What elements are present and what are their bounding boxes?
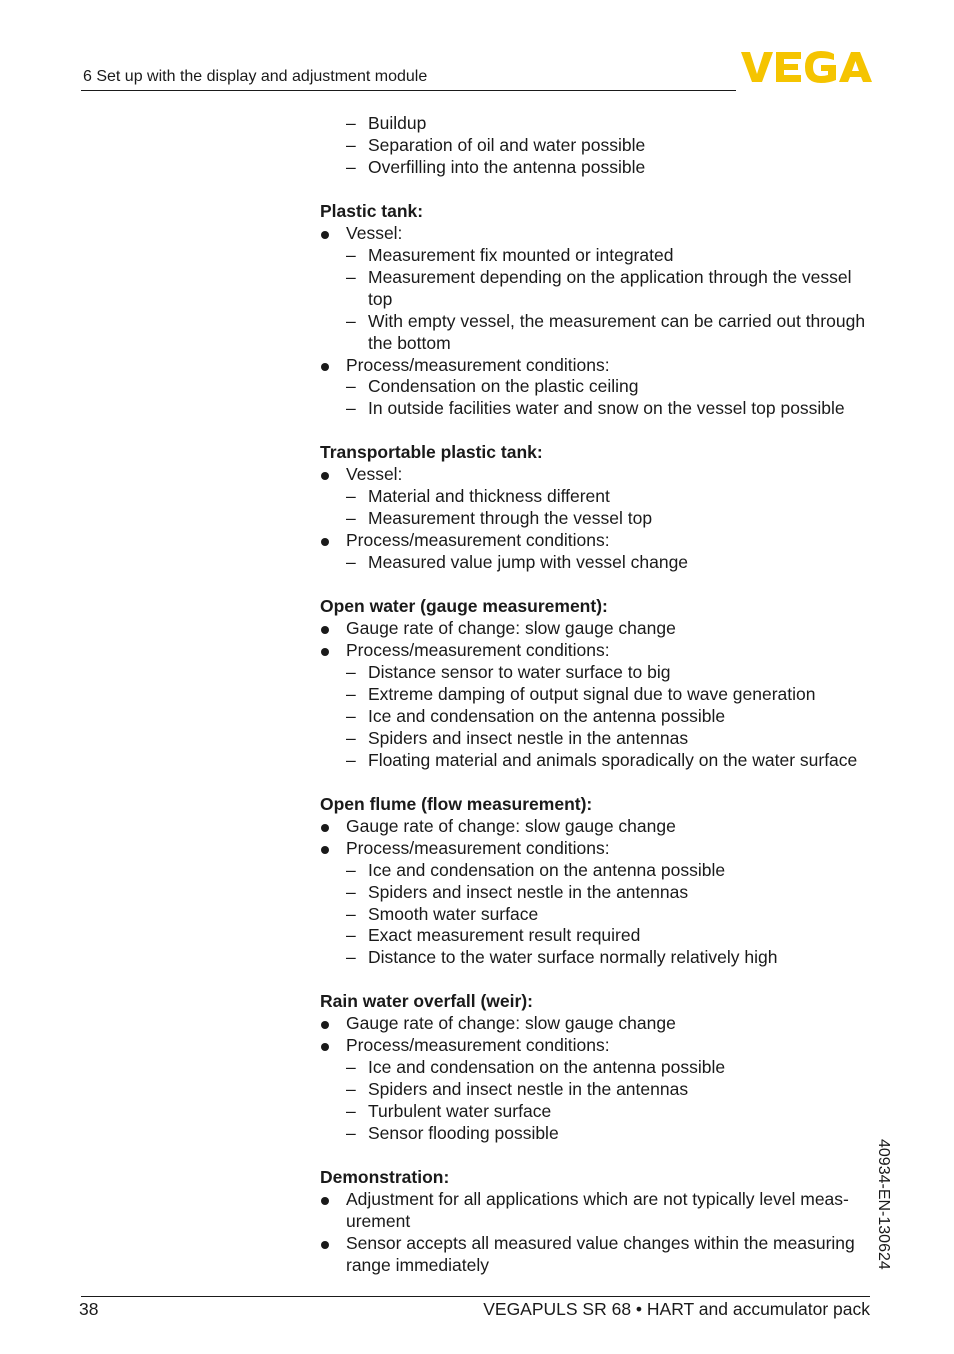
dash-item: – Smooth water surface <box>320 904 880 926</box>
dash-item: – Ice and condensation on the antenna possible <box>320 1057 880 1079</box>
dash-item: – Ice and condensation on the antenna possible <box>320 860 880 882</box>
bullet-item: Gauge rate of change: slow gauge change <box>320 816 880 838</box>
intro-list <box>320 113 880 179</box>
bullet-item: Gauge rate of change: slow gauge change <box>320 618 880 640</box>
dash-item: – With empty vessel, the measurement can be carried out through the bottom <box>320 311 880 355</box>
dash-item: – Measurement depending on the application through the vessel top <box>320 267 880 311</box>
section-heading: Open flume (flow measurement): <box>320 793 593 814</box>
dash-item: – Spiders and insect nestle in the antennas <box>320 1079 880 1101</box>
dash-item: – Spiders and insect nestle in the antennas <box>320 728 880 750</box>
bullet-item: Adjustment for all applications which are not typically level meas-urement <box>320 1189 880 1233</box>
dash-item: – Measurement fix mounted or integrated <box>320 245 880 267</box>
dash-item: – Overfilling into the antenna possible <box>320 157 880 179</box>
page-number: 38 <box>79 1299 99 1319</box>
section-heading: Demonstration: <box>320 1167 450 1188</box>
section <box>320 442 880 574</box>
dash-item: – Ice and condensation on the antenna possible <box>320 706 880 728</box>
bullet-item: Process/measurement conditions: <box>320 838 880 860</box>
section-heading: Open water (gauge measurement): <box>320 596 608 617</box>
dash-item: – Measurement through the vessel top <box>320 508 880 530</box>
bullet-item: Gauge rate of change: slow gauge change <box>320 1013 880 1035</box>
dash-item: – Separation of oil and water possible <box>320 135 880 157</box>
section <box>320 596 880 772</box>
footer-document-title: VEGAPULS SR 68 • HART and accumulator pack <box>483 1299 870 1319</box>
bullet-item: Process/measurement conditions: <box>320 355 880 377</box>
bullet-item: Sensor accepts all measured value changes within the measuring range immediately <box>320 1233 880 1277</box>
dash-item: – Distance sensor to water surface to big <box>320 662 880 684</box>
section-heading: Plastic tank: <box>320 200 424 221</box>
bullet-item: Vessel: <box>320 464 880 486</box>
dash-item: – Sensor flooding possible <box>320 1123 880 1145</box>
section-heading: Rain water overfall (weir): <box>320 991 533 1012</box>
section <box>320 201 880 421</box>
running-header: 6 Set up with the display and adjustment module <box>83 68 428 85</box>
header-divider <box>81 90 736 91</box>
section <box>320 991 880 1145</box>
section <box>320 1167 880 1277</box>
bullet-item: Process/measurement conditions: <box>320 530 880 552</box>
page-content <box>320 113 880 1277</box>
dash-item: – Spiders and insect nestle in the antennas <box>320 882 880 904</box>
dash-item: – Material and thickness different <box>320 486 880 508</box>
bullet-item: Process/measurement conditions: <box>320 640 880 662</box>
dash-item: – Distance to the water surface normally relatively high <box>320 947 880 969</box>
dash-item: – Condensation on the plastic ceiling <box>320 376 880 398</box>
document-code: 40934-EN-130624 <box>875 1139 892 1270</box>
dash-item: – Buildup <box>320 113 880 135</box>
dash-item: – Turbulent water surface <box>320 1101 880 1123</box>
section <box>320 794 880 970</box>
bullet-item: Process/measurement conditions: <box>320 1035 880 1057</box>
dash-item: – Floating material and animals sporadically on the water surface <box>320 750 880 772</box>
footer-divider <box>81 1296 870 1297</box>
section-heading: Transportable plastic tank: <box>320 442 543 463</box>
dash-item: – Extreme damping of output signal due to wave generation <box>320 684 880 706</box>
dash-item: – Exact measurement result required <box>320 925 880 947</box>
bullet-item: Vessel: <box>320 223 880 245</box>
dash-item: – Measured value jump with vessel change <box>320 552 880 574</box>
vega-logo <box>741 50 873 84</box>
dash-item: – In outside facilities water and snow on the vessel top possible <box>320 398 880 420</box>
